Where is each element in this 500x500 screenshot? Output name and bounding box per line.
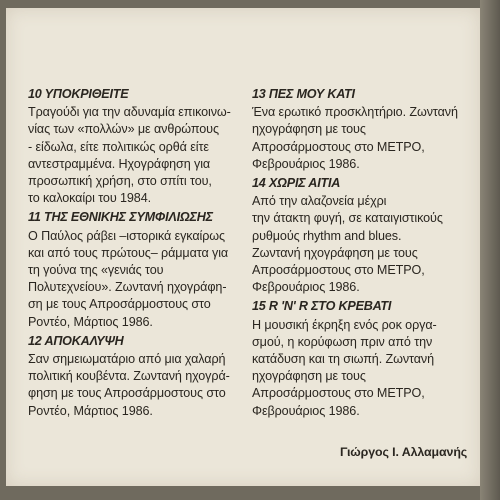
note-line: Πολυτεχνείου». Ζωντανή ηχογράφη- bbox=[28, 280, 227, 295]
note-line: κατάδυση και τη σιωπή. Ζωντανή bbox=[252, 352, 434, 367]
left-column bbox=[28, 84, 246, 420]
note-line: Ο Παύλος ράβει –ιστορικά εγκαίρως bbox=[28, 228, 225, 243]
author-signature: Γιώργος Ι. Αλλαμανής bbox=[340, 445, 468, 459]
note-line: - είδωλα, είτε πολιτικώς ορθά είτε bbox=[28, 139, 209, 154]
track-note-13 bbox=[252, 86, 464, 173]
note-line: νίας των «πολλών» με ανθρώπους bbox=[28, 122, 219, 137]
track-note-14 bbox=[252, 175, 464, 296]
track-note-15 bbox=[252, 298, 464, 419]
note-line: Απροσάρμοστους στο ΜΕΤΡΟ, bbox=[252, 139, 425, 154]
note-line: ηχογράφηση με τους bbox=[252, 369, 366, 384]
note-line: και από τους πρώτους– ράμματα για bbox=[28, 245, 229, 260]
note-line: Τραγούδι για την αδυναμία επικοινω- bbox=[28, 105, 231, 120]
track-heading: 10 ΥΠΟΚΡΙΘΕΙΤΕ bbox=[28, 87, 129, 101]
right-column bbox=[252, 84, 464, 420]
track-heading: 15 R 'N' R ΣΤΟ ΚΡΕΒΑΤΙ bbox=[252, 299, 392, 314]
note-line: φηση με τους Απροσάρμοστους στο bbox=[28, 386, 226, 401]
note-line: αντεστραμμένα. Ηχογράφηση για bbox=[28, 156, 211, 171]
track-note-10 bbox=[28, 86, 246, 207]
track-heading: 12 ΑΠΟΚΑΛΥΨΗ bbox=[28, 333, 124, 348]
track-heading: 13 ΠΕΣ ΜΟΥ ΚΑΤΙ bbox=[252, 87, 355, 101]
note-line: ση με τους Απροσάρμοστους στο bbox=[28, 297, 211, 312]
note-line: ηχογράφηση με τους bbox=[252, 122, 366, 137]
note-line: Ζωντανή ηχογράφηση με τους bbox=[252, 245, 418, 260]
note-line: Ροντέο, Μάρτιος 1986. bbox=[28, 403, 153, 418]
note-line: προσωπική χρήση, στο σπίτι του, bbox=[28, 174, 212, 189]
note-line: Από την αλαζονεία μέχρι bbox=[252, 194, 387, 209]
note-line: σμού, η κορύφωση πριν από την bbox=[252, 334, 433, 349]
note-line: ρυθμούς rhythm and blues. bbox=[252, 228, 402, 243]
track-note-12 bbox=[28, 333, 246, 420]
note-line: Η μουσική έκρηξη ενός ροκ οργα- bbox=[252, 317, 437, 332]
note-line: Φεβρουάριος 1986. bbox=[252, 280, 360, 295]
note-line: Απροσάρμοστους στο ΜΕΤΡΟ, bbox=[252, 386, 425, 401]
note-line: Απροσάρμοστους στο ΜΕΤΡΟ, bbox=[252, 263, 425, 278]
note-line: Φεβρουάριος 1986. bbox=[252, 156, 360, 171]
note-line: Ροντέο, Μάρτιος 1986. bbox=[28, 314, 153, 329]
track-note-11 bbox=[28, 209, 246, 330]
note-line: Ένα ερωτικό προσκλητήριο. Ζωντανή bbox=[252, 105, 458, 120]
track-heading: 11 ΤΗΣ ΕΘΝΙΚΗΣ ΣΥΜΦΙΛΙΩΣΗΣ bbox=[28, 210, 213, 225]
note-line: Φεβρουάριος 1986. bbox=[252, 403, 360, 418]
note-line: τη γούνα της «γενιάς του bbox=[28, 263, 164, 278]
note-line: Σαν σημειωματάριο από μια χαλαρή bbox=[28, 352, 226, 367]
page-edge-shadow bbox=[480, 0, 500, 500]
track-heading: 14 ΧΩΡΙΣ ΑΙΤΙΑ bbox=[252, 176, 341, 191]
note-line: την άτακτη φυγή, σε καταιγιστικούς bbox=[252, 211, 443, 226]
note-line: πολιτική κουβέντα. Ζωντανή ηχογρά- bbox=[28, 369, 230, 384]
note-line: το καλοκαίρι του 1984. bbox=[28, 191, 152, 206]
